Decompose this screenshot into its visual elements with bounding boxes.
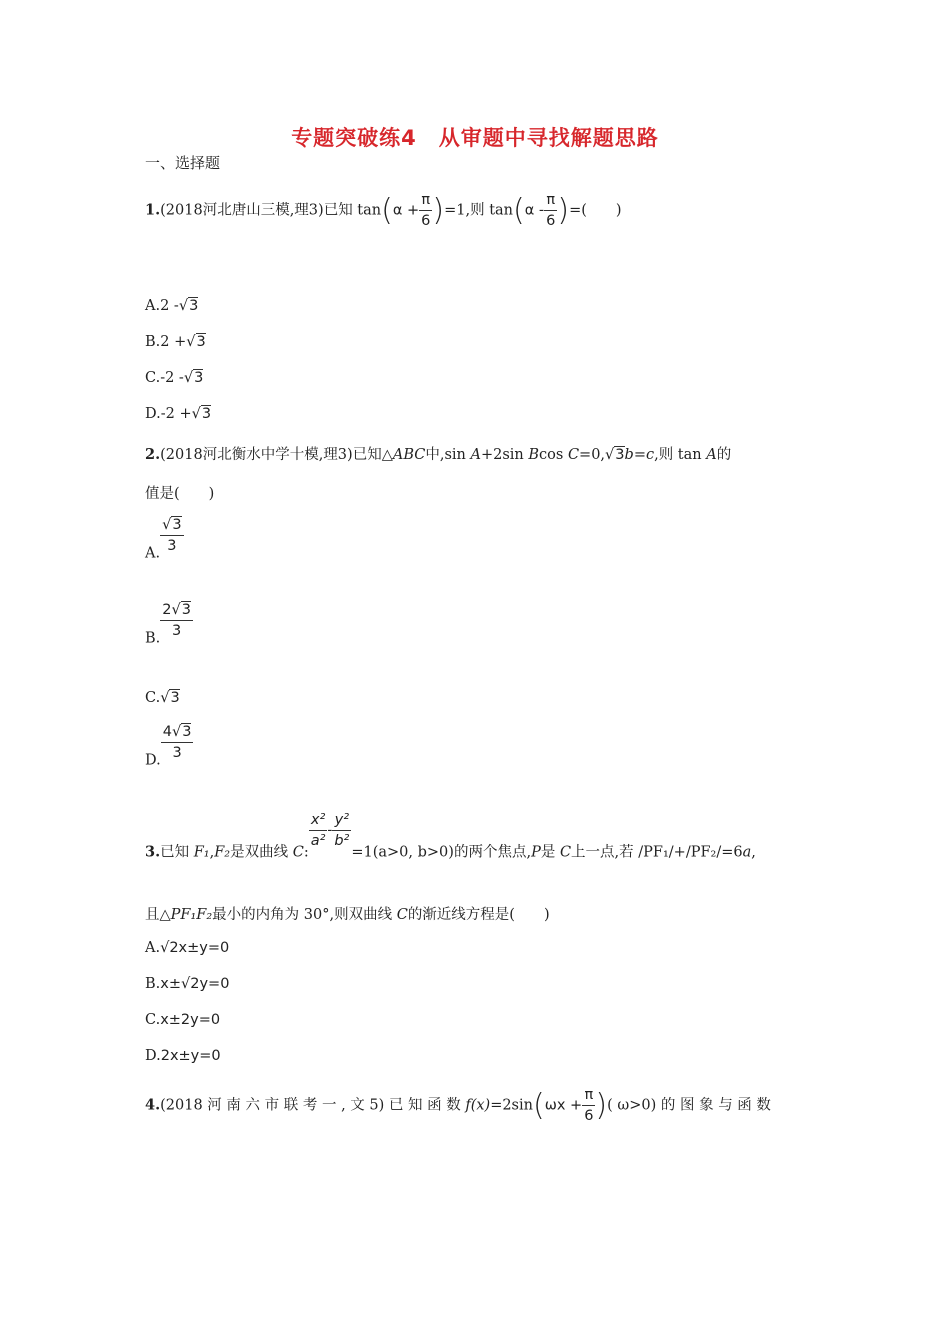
question-3: 3.已知 F₁,F₂是双曲线 C: $\frac{\text{x²}}{\text{a²}}$ - $\frac{\text{y²}}{\text{b²}}$ =1(a>0, b>0)的两个焦点,P是 C上一点,若 /PF₁/+/PF₂/=6a, [145,812,756,861]
q4-frac: $\frac{\pi}{6}$ [584,1087,594,1124]
q3-option-d: D.2x±y=0 [145,1048,221,1064]
q1-frac1: $\frac{\pi}{6}$ [421,192,431,229]
q3-frac-y: $\frac{\text{y²}}{\text{b²}}$ [334,812,350,849]
q3-option-c: C.x±2y=0 [145,1012,221,1028]
page-title: 专题突破练4 从审题中寻找解题思路 [291,126,659,150]
question-3-line2: 且△PF₁F₂最小的内角为 30°,则双曲线 C的渐近线方程是( ) [145,907,550,923]
q1-expr1-a: α + [392,202,420,219]
section-heading: 一、选择题 [145,154,221,172]
q1-option-a: A.2 -√3 [145,298,199,314]
q3-option-a: A.√2x±y=0 [145,940,230,956]
q2-option-c: C.√3 [145,690,180,706]
q2-option-b: B. $\frac{2√3}{3}$ [145,602,191,647]
question-2: 2.(2018河北衡水中学十模,理3)已知△ABC中,sin A+2sin Bcos C=0,√3b=c,则 tan A的 [145,446,732,463]
q1-suffix: =( ) [569,202,622,219]
q1-prefix: (2018河北唐山三模,理3)已知 tan [160,202,382,219]
question-2-line2: 值是( ) [145,486,215,502]
q2-option-d: D. $\frac{4√3}{3}$ [145,724,192,769]
question-4: 4.(2018 河 南 六 市 联 考 一 , 文 5) 已 知 函 数 f(x)=2sin(ωx + $\frac{\pi}{6}$ )( ω>0) 的 图 象 与 函 数 [145,1087,771,1124]
question-1: 1.(2018河北唐山三模,理3)已知 tan(α + $\frac{\pi}{6}$ )=1,则 tan(α - $\frac{\pi}{6}$ )=( ) [145,192,622,229]
q2-option-a: A. $\frac{√3}{3}$ [145,517,182,562]
q3-option-b: B.x±√2y=0 [145,976,230,992]
q1-number: 1. [145,201,161,219]
q3-frac-x: $\frac{\text{x²}}{\text{a²}}$ [310,812,326,849]
q1-option-b: B.2 +√3 [145,334,206,350]
q1-option-c: C.-2 -√3 [145,370,204,386]
q1-frac2: $\frac{\pi}{6}$ [546,192,556,229]
q1-option-d: D.-2 +√3 [145,406,212,422]
q1-expr2-a: α - [524,202,545,219]
q1-mid: =1,则 tan [444,202,514,219]
